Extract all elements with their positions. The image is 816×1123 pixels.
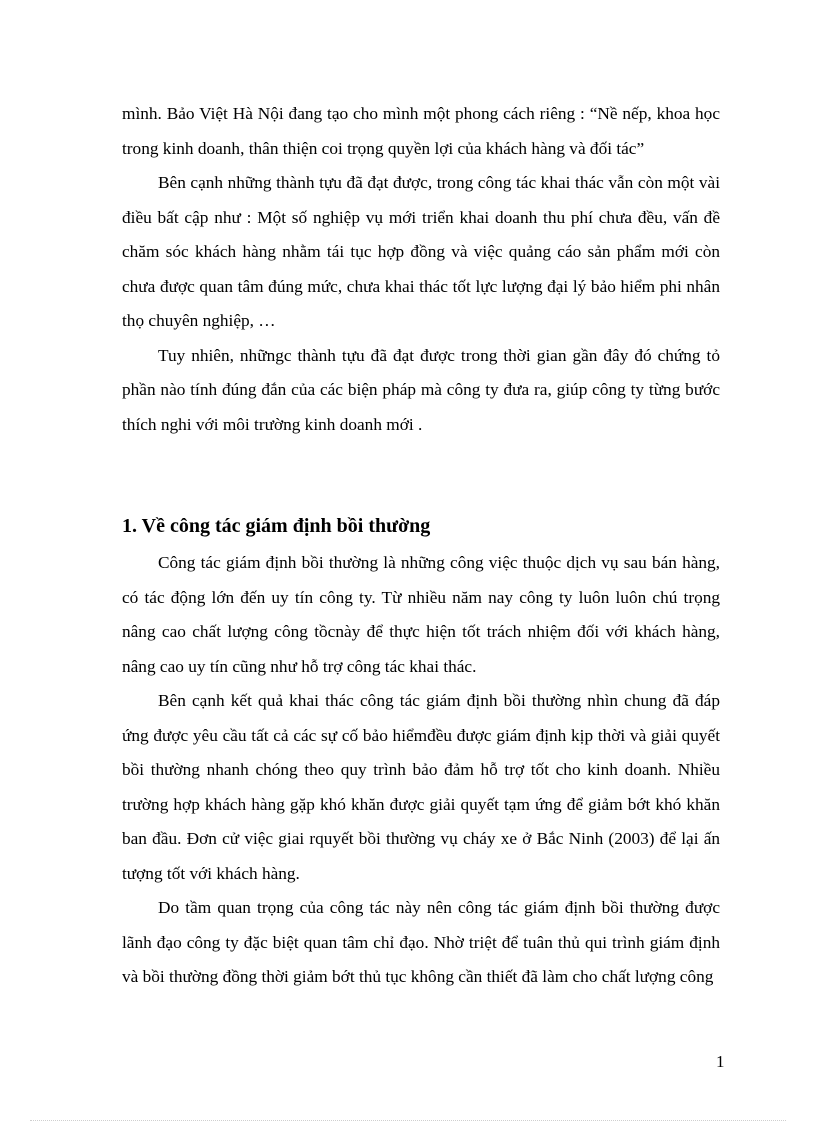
paragraph-claims-importance: Do tầm quan trọng của công tác này nên công tác giám định bồi thường được lãnh đạo công ty đặc biệt quan tâm chỉ đạo. Nhờ triệt để tuân thủ qui trình giám định và bồi thường đồng thời giảm bớt thủ tục không cần thiết đã làm cho chất lượng công [122,898,720,986]
section-text-block [122,546,720,995]
page-bottom-divider [30,1120,786,1121]
top-text-block [122,97,720,442]
paragraph-shortcomings: Bên cạnh những thành tựu đã đạt được, trong công tác khai thác vẫn còn một vài điều bất cập như : Một số nghiệp vụ mới triển khai doanh thu phí chưa đều, vấn đề chăm sóc khách hàng nhằm tái tục hợp đồng và việc quảng cáo sản phẩm mới còn chưa được quan tâm đúng mức, chưa khai thác tốt lực lượng đại lý bảo hiểm phi nhân thọ chuyên nghiệp, … [122,173,720,330]
paragraph-continuation: mình. Bảo Việt Hà Nội đang tạo cho mình một phong cách riêng : “Nề nếp, khoa học trong kinh doanh, thân thiện coi trọng quyền lợi của khách hàng và đối tác” [122,104,720,158]
paragraph-achievements: Tuy nhiên, nhữngc thành tựu đã đạt được trong thời gian gần đây đó chứng tỏ phần nào tính đúng đắn của các biện pháp mà công ty đưa ra, giúp công ty từng bước thích nghi với môi trường kinh doanh mới . [122,345,720,434]
section-heading: 1. Về công tác giám định bồi thường [122,515,431,537]
paragraph-claims-intro: Công tác giám định bồi thường là những công việc thuộc dịch vụ sau bán hàng, có tác động lớn đến uy tín công ty. Từ nhiều năm nay công ty luôn luôn chú trọng nâng cao chất lượng công tồcnày để thực hiện tốt trách nhiệm đối với khách hàng, nâng cao uy tín cũng như hỗ trợ công tác khai thác. [122,553,720,676]
paragraph-claims-results: Bên cạnh kết quả khai thác công tác giám định bồi thường nhìn chung đã đáp ứng được yêu cầu tất cả các sự cố bảo hiểmđều được giám định kịp thời và giải quyết bồi thường nhanh chóng theo quy trình bảo đảm hỗ trợ tốt cho kinh doanh. Nhiều trường hợp khách hàng gặp khó khăn được giải quyết tạm ứng để giảm bớt khó khăn ban đầu. Đơn cử việc giai rquyết bồi thường vụ cháy xe ở Bắc Ninh (2003) để lại ấn tượng tốt với khách hàng. [122,691,720,883]
page-number: 1 [716,1052,725,1071]
